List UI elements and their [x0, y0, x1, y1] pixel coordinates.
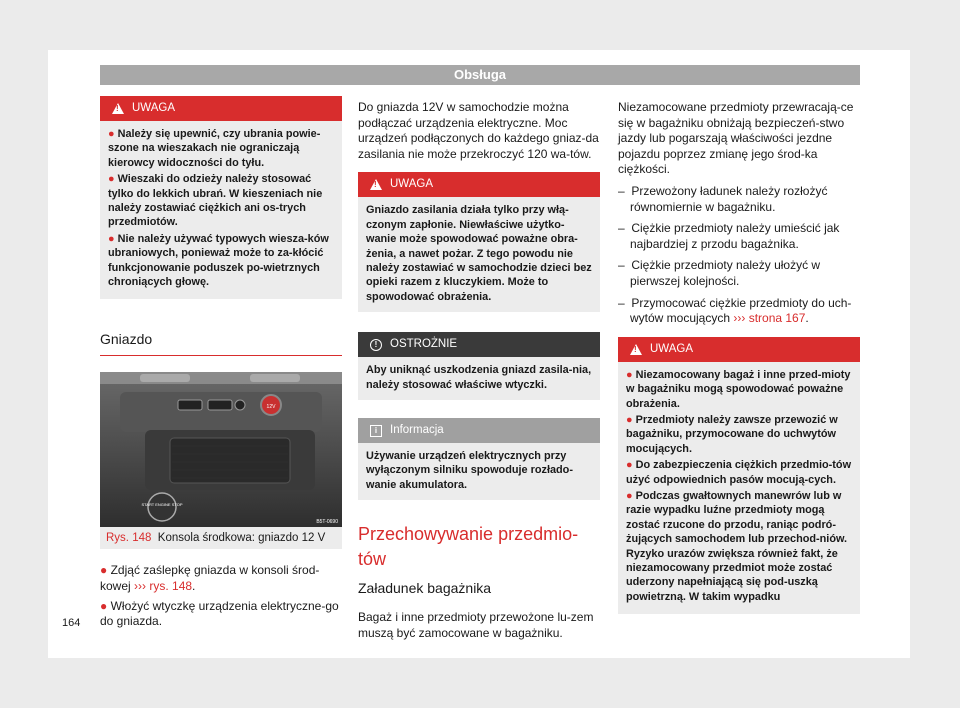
caution-title: ! OSTROŻNIE: [358, 332, 600, 357]
section-title: Gniazdo: [100, 331, 342, 356]
step: ● Zdjąć zaślepkę gniazda w konsoli środ-kowej ››› rys. 148.: [100, 563, 320, 594]
column-2: [358, 96, 600, 641]
figure-link[interactable]: ››› rys. 148: [134, 579, 193, 594]
start-stop-label: START ENGINE STOP: [141, 502, 183, 508]
console-photo: [100, 372, 342, 527]
warning-body: [100, 121, 342, 299]
warning-box: [100, 96, 342, 299]
column-1: [100, 96, 342, 630]
caution-icon: !: [370, 339, 382, 351]
warning-title: ! UWAGA: [618, 337, 860, 362]
caution-body: Aby uniknąć uszkodzenia gniazd zasila-nia, należy stosować właściwe wtyczki.: [358, 357, 600, 400]
warning-body: Gniazdo zasilania działa tylko przy włą-czonym zapłonie. Niewłaściwe użytko-wanie może spowodować poważne obra-żenia, a nawet pożar. Z tego powodu nie należy zostawiać w samochodzie dzieci bez opieki razem z kluczykiem. Może to spowodować obrażenia.: [358, 197, 600, 312]
list-item: – Przewożony ładunek należy rozłożyć równomiernie w bagażniku.: [618, 183, 828, 214]
page-number: 164: [62, 617, 81, 629]
caution-box: [358, 332, 600, 400]
info-icon: i: [370, 425, 382, 437]
warning-icon: [370, 179, 382, 190]
warning-title: ! UWAGA: [358, 172, 600, 197]
chapter-title: Przechowywanie przedmio-tów: [358, 524, 579, 570]
warning-item: ● Należy się upewnić, czy ubrania powie-szone na wieszakach nie ograniczają kierowcy widoczności do tyłu.: [108, 128, 321, 169]
list-item: – Przymocować ciężkie przedmioty do uch-wytów mocujących ››› strona 167.: [618, 295, 852, 326]
intro-paragraph: Do gniazda 12V w samochodzie można podłączać urządzenia elektryczne. Moc urządzeń podłączonych do każdego gniaz-da zasilania nie może przekroczyć 120 wa-tów.: [358, 100, 599, 161]
info-body: Używanie urządzeń elektrycznych przy wyłączonym silniku spowoduje rozłado-wanie akumulatora.: [358, 443, 600, 500]
warning-item: ● Podczas gwałtownych manewrów lub w razie wypadku luźne przedmioty mogą zostać rzucone do przodu, raniąc podró-żujących samochodem lub przechod-niów. Ryzyko urazów zwiększa również fakt, że niezamocowany przedmiot może zostać uderzony napełniającą się pod-uszką powietrzną. W takim wypadku: [626, 489, 848, 603]
paragraph: Bagaż i inne przedmioty przewożone lu-zem muszą być zamocowane w bagażniku.: [358, 610, 594, 640]
warning-item: ● Przedmioty należy zawsze przewozić w bagażniku, przymocowane do uchwytów mocujących.: [626, 413, 838, 455]
warning-item: ● Do zabezpieczenia ciężkich przedmio-tów użyć odpowiednich pasów mocują-cych.: [626, 459, 852, 486]
step: ● Włożyć wtyczkę urządzenia elektryczne-go do gniazda.: [100, 598, 339, 629]
page-header: Obsługa: [100, 65, 860, 85]
socket-label: 12V: [266, 404, 276, 411]
list-item: – Ciężkie przedmioty należy umieścić jak najbardziej z przodu bagażnika.: [618, 221, 840, 251]
intro-paragraph: Niezamocowane przedmioty przewracają-ce się w bagażniku obniżają bezpieczeń-stwo jazdy lub pogarszają właściwości jezdne pojazdu poprzez zmianę jego środ-ka ciężkości.: [618, 100, 854, 177]
info-box: [358, 418, 600, 500]
list-item: – Ciężkie przedmioty należy ułożyć w pierwszej kolejności.: [618, 258, 821, 288]
warning-body: [618, 362, 860, 615]
warning-box: [618, 337, 860, 615]
column-3: [618, 96, 860, 614]
subsection-title: Załadunek bagażnika: [358, 580, 492, 597]
info-title: i Informacja: [358, 418, 600, 443]
steps: [100, 563, 342, 629]
warning-item: ● Wieszaki do odzieży należy stosować tylko do lekkich ubrań. W kieszeniach nie należy zostawiać ciężkich ani os-trych przedmiotów.: [108, 173, 323, 229]
warning-icon: [112, 103, 124, 114]
warning-title: ! UWAGA: [100, 96, 342, 121]
warning-box: [358, 172, 600, 312]
figure-code: B5T-0690: [316, 519, 338, 526]
console-illustration: [100, 372, 342, 527]
warning-item: ● Niezamocowany bagaż i inne przed-mioty w bagażniku mogą spowodować poważne obrażenia.: [626, 368, 851, 410]
figure-caption: Rys. 148 Konsola środkowa: gniazdo 12 V: [100, 527, 342, 549]
figure: [100, 372, 342, 549]
warning-item: ● Nie należy używać typowych wiesza-ków ubraniowych, ponieważ może to za-kłócić funkcjonowanie poduszek po-wietrznych chroniących głowę.: [108, 232, 329, 289]
dash-list: [618, 184, 860, 327]
warning-icon: [630, 344, 642, 355]
page-link[interactable]: ››› strona 167: [733, 311, 806, 326]
